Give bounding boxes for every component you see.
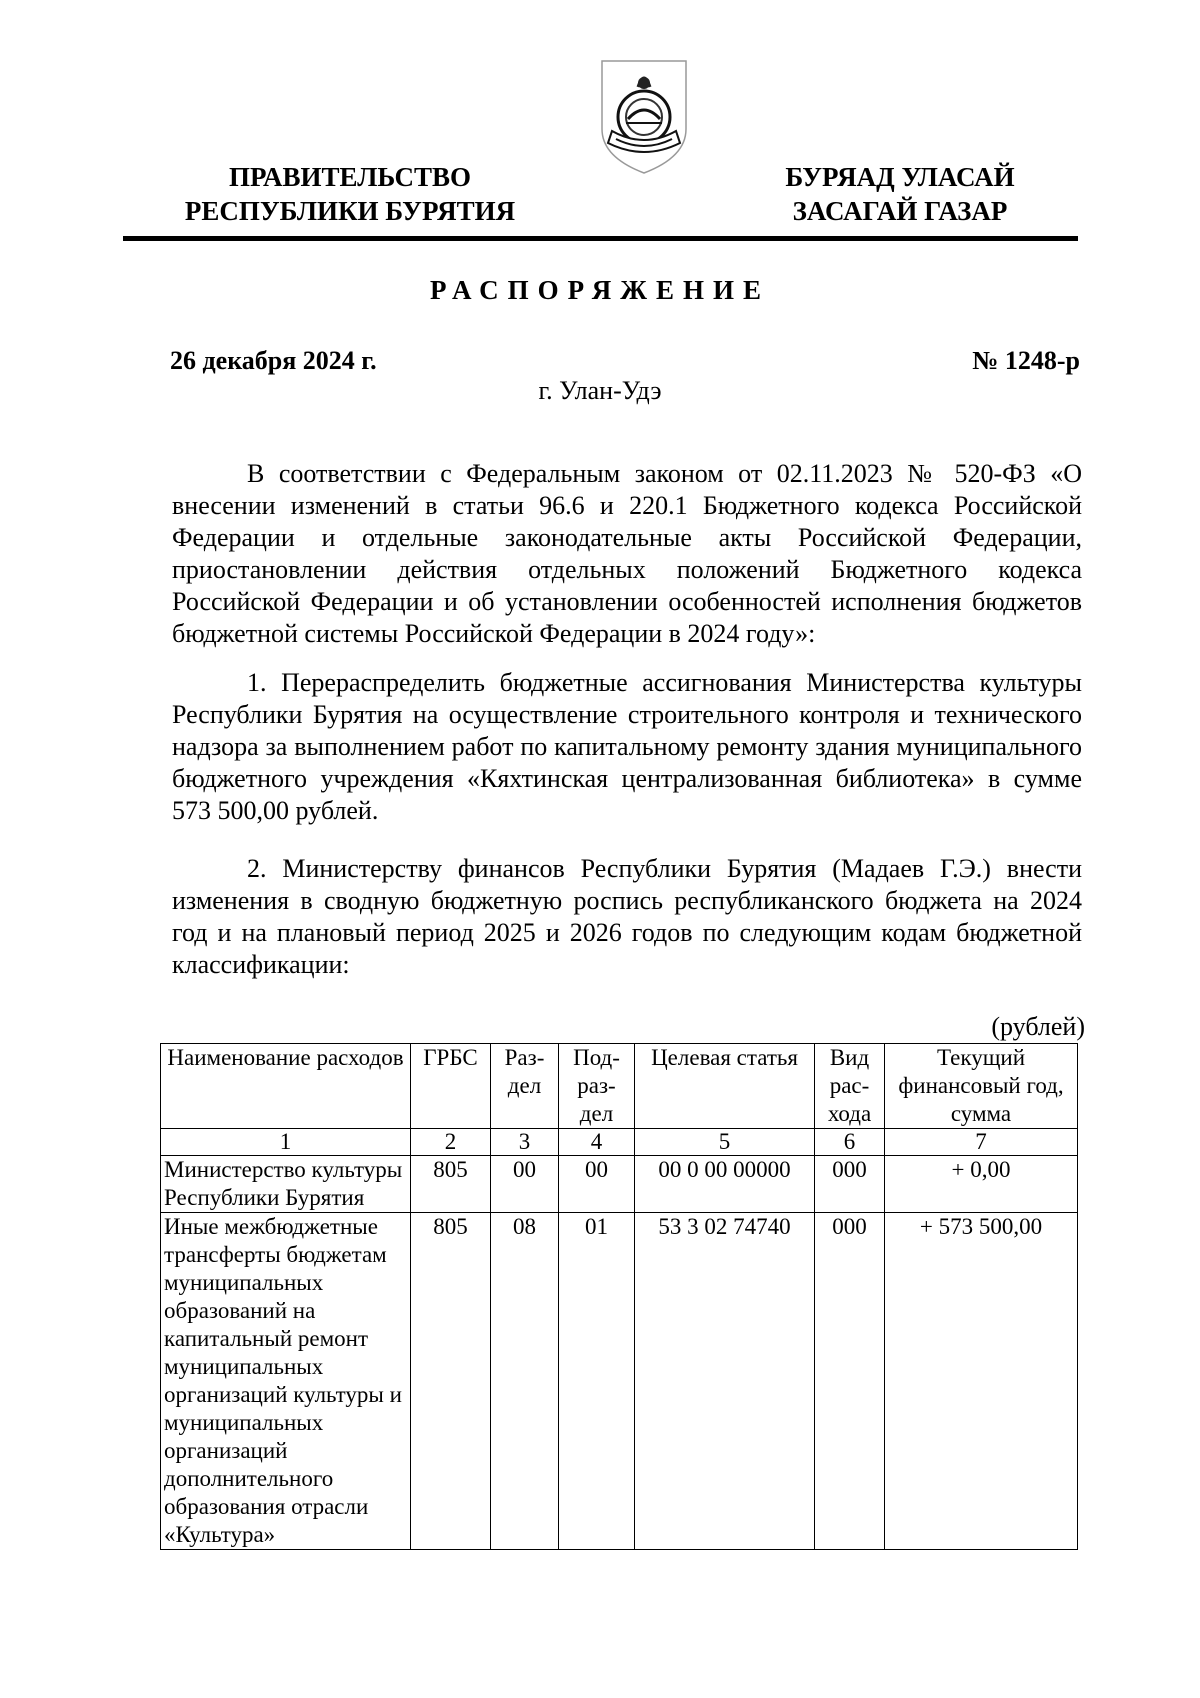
document-city: г. Улан-Удэ (538, 376, 662, 405)
col-number: 2 (411, 1129, 491, 1156)
government-name-buryat-line2: ЗАСАГАЙ ГАЗАР (792, 196, 1008, 226)
col-header-target-article: Целевая статья (635, 1044, 815, 1129)
col-number: 5 (635, 1129, 815, 1156)
cell-expense-name: Министерство культуры Республики Бурятия (161, 1156, 411, 1213)
clause-2-text: 2. Министерству финансов Республики Бурятия (Мадаев Г.Э.) внести изменения в сводную бюджетную роспись республиканского бюджета на 2024 год и на плановый период 2025 и 2026 годов по следующим кодам бюджетной классификации: (172, 854, 1082, 979)
col-header-grbs: ГРБС (411, 1044, 491, 1129)
government-name-line2: РЕСПУБЛИКИ БУРЯТИЯ (184, 196, 516, 226)
col-number: 4 (559, 1129, 635, 1156)
table-header-row (161, 1044, 1078, 1129)
col-number: 7 (885, 1129, 1078, 1156)
government-name-buryat (750, 160, 1050, 228)
cell-amount: + 573 500,00 (885, 1213, 1078, 1550)
col-header-section: Раз-дел (491, 1044, 559, 1129)
government-name-buryat-line1: БУРЯАД УЛАСАЙ (785, 162, 1015, 192)
cell-expense-name: Иные межбюджетные трансферты бюджетам муниципальных образований на капитальный ремонт муниципальных организаций культуры и муниципальных организаций дополнительного образования отрасли «Культура» (161, 1213, 411, 1550)
clause-2-paragraph (172, 853, 1082, 981)
government-name-line1: ПРАВИТЕЛЬСТВО (228, 162, 472, 192)
col-number: 1 (161, 1129, 411, 1156)
table-unit-label: (рублей) (991, 1012, 1085, 1041)
col-number: 6 (815, 1129, 885, 1156)
government-name-russian (165, 160, 535, 228)
clause-1-text: 1. Перераспределить бюджетные ассигнования Министерства культуры Республики Бурятия на осуществление строительного контроля и технического надзора за выполнением работ по капитальному ремонту здания муниципального бюджетного учреждения «Кяхтинская централизованная библиотека» в сумме 573 500,00 рублей. (172, 668, 1082, 825)
cell-target-article: 53 3 02 74740 (635, 1213, 815, 1550)
col-header-expense-type: Вид рас-хода (815, 1044, 885, 1129)
cell-amount: + 0,00 (885, 1156, 1078, 1213)
cell-subsection: 01 (559, 1213, 635, 1550)
table-number-row (161, 1129, 1078, 1156)
cell-target-article: 00 0 00 00000 (635, 1156, 815, 1213)
cell-grbs: 805 (411, 1156, 491, 1213)
clause-1-paragraph (172, 667, 1082, 827)
cell-subsection: 00 (559, 1156, 635, 1213)
document-type: РАСПОРЯЖЕНИЕ (429, 275, 771, 305)
cell-expense-type: 000 (815, 1156, 885, 1213)
preamble-paragraph (172, 458, 1082, 650)
col-number: 3 (491, 1129, 559, 1156)
document-number: № 1248-р (972, 346, 1080, 375)
col-header-name: Наименование расходов (161, 1044, 411, 1129)
cell-section: 00 (491, 1156, 559, 1213)
budget-classification-table (160, 1043, 1078, 1550)
table-row (161, 1213, 1078, 1550)
table-row (161, 1156, 1078, 1213)
cell-grbs: 805 (411, 1213, 491, 1550)
cell-section: 08 (491, 1213, 559, 1550)
document-date: 26 декабря 2024 г. (170, 346, 377, 375)
header-divider (123, 236, 1078, 241)
col-header-subsection: Под-раз-дел (559, 1044, 635, 1129)
col-header-amount: Текущий финансовый год, сумма (885, 1044, 1078, 1129)
coat-of-arms-icon (598, 57, 690, 175)
cell-expense-type: 000 (815, 1213, 885, 1550)
preamble-text: В соответствии с Федеральным законом от 02.11.2023 № 520-ФЗ «О внесении изменений в статьи 96.6 и 220.1 Бюджетного кодекса Российской Федерации и отдельные законодательные акты Российской Федерации, приостановлении действия отдельных положений Бюджетного кодекса Российской Федерации и об установлении особенностей исполнения бюджетов бюджетной системы Российской Федерации в 2024 году»: (172, 459, 1082, 648)
